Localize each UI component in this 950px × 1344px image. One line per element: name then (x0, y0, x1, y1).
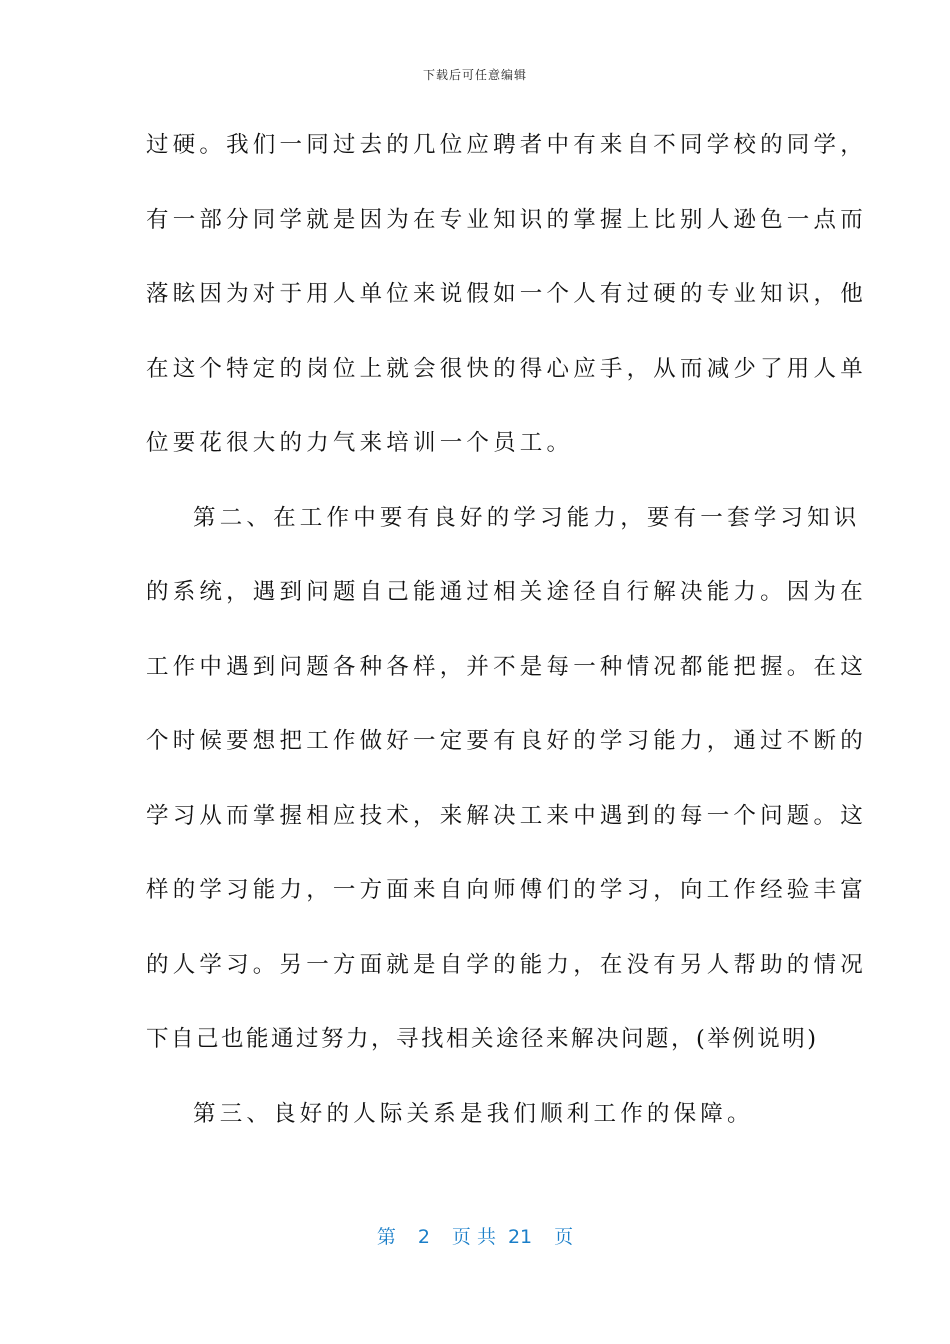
text-line: 过硬。我们一同过去的几位应聘者中有来自不同学校的同学， (146, 132, 867, 158)
text-line: 下自己也能通过努力，寻找相关途径来解决问题，(举例说明) (146, 1026, 819, 1052)
footer-middle: 页 共 (451, 1226, 496, 1248)
text-line: 样的学习能力，一方面来自向师傅们的学习，向工作经验丰富 (146, 877, 867, 903)
text-line: 落眩因为对于用人单位来说假如一个人有过硬的专业知识，他 (146, 281, 867, 307)
text-line: 学习从而掌握相应技术，来解决工来中遇到的每一个问题。这 (146, 802, 867, 829)
paragraph-start-line: 第二、在工作中要有良好的学习能力，要有一套学习知识 (193, 504, 861, 531)
footer-total-pages: 21 (507, 1226, 533, 1248)
text-line: 有一部分同学就是因为在专业知识的掌握上比别人逊色一点而 (146, 206, 867, 233)
paragraph-start-line: 第三、良好的人际关系是我们顺利工作的保障。 (193, 1100, 754, 1127)
text-line: 在这个特定的岗位上就会很快的得心应手，从而减少了用人单 (146, 355, 867, 382)
page-footer (0, 1222, 950, 1249)
footer-prefix: 第 (376, 1226, 396, 1248)
footer-current-page: 2 (417, 1226, 430, 1248)
text-line: 个时候要想把工作做好一定要有良好的学习能力，通过不断的 (146, 728, 867, 754)
page-header: 下载后可任意编辑 (422, 68, 527, 82)
document-body (146, 123, 867, 1166)
text-line: 位要花很大的力气来培训一个员工。 (146, 430, 574, 456)
text-line: 的人学习。另一方面就是自学的能力，在没有另人帮助的情况 (146, 951, 867, 978)
footer-suffix: 页 (554, 1226, 574, 1248)
text-line: 的系统，遇到问题自己能通过相关途径自行解决能力。因为在 (146, 579, 867, 605)
text-line: 工作中遇到问题各种各样，并不是每一种情况都能把握。在这 (146, 653, 867, 680)
